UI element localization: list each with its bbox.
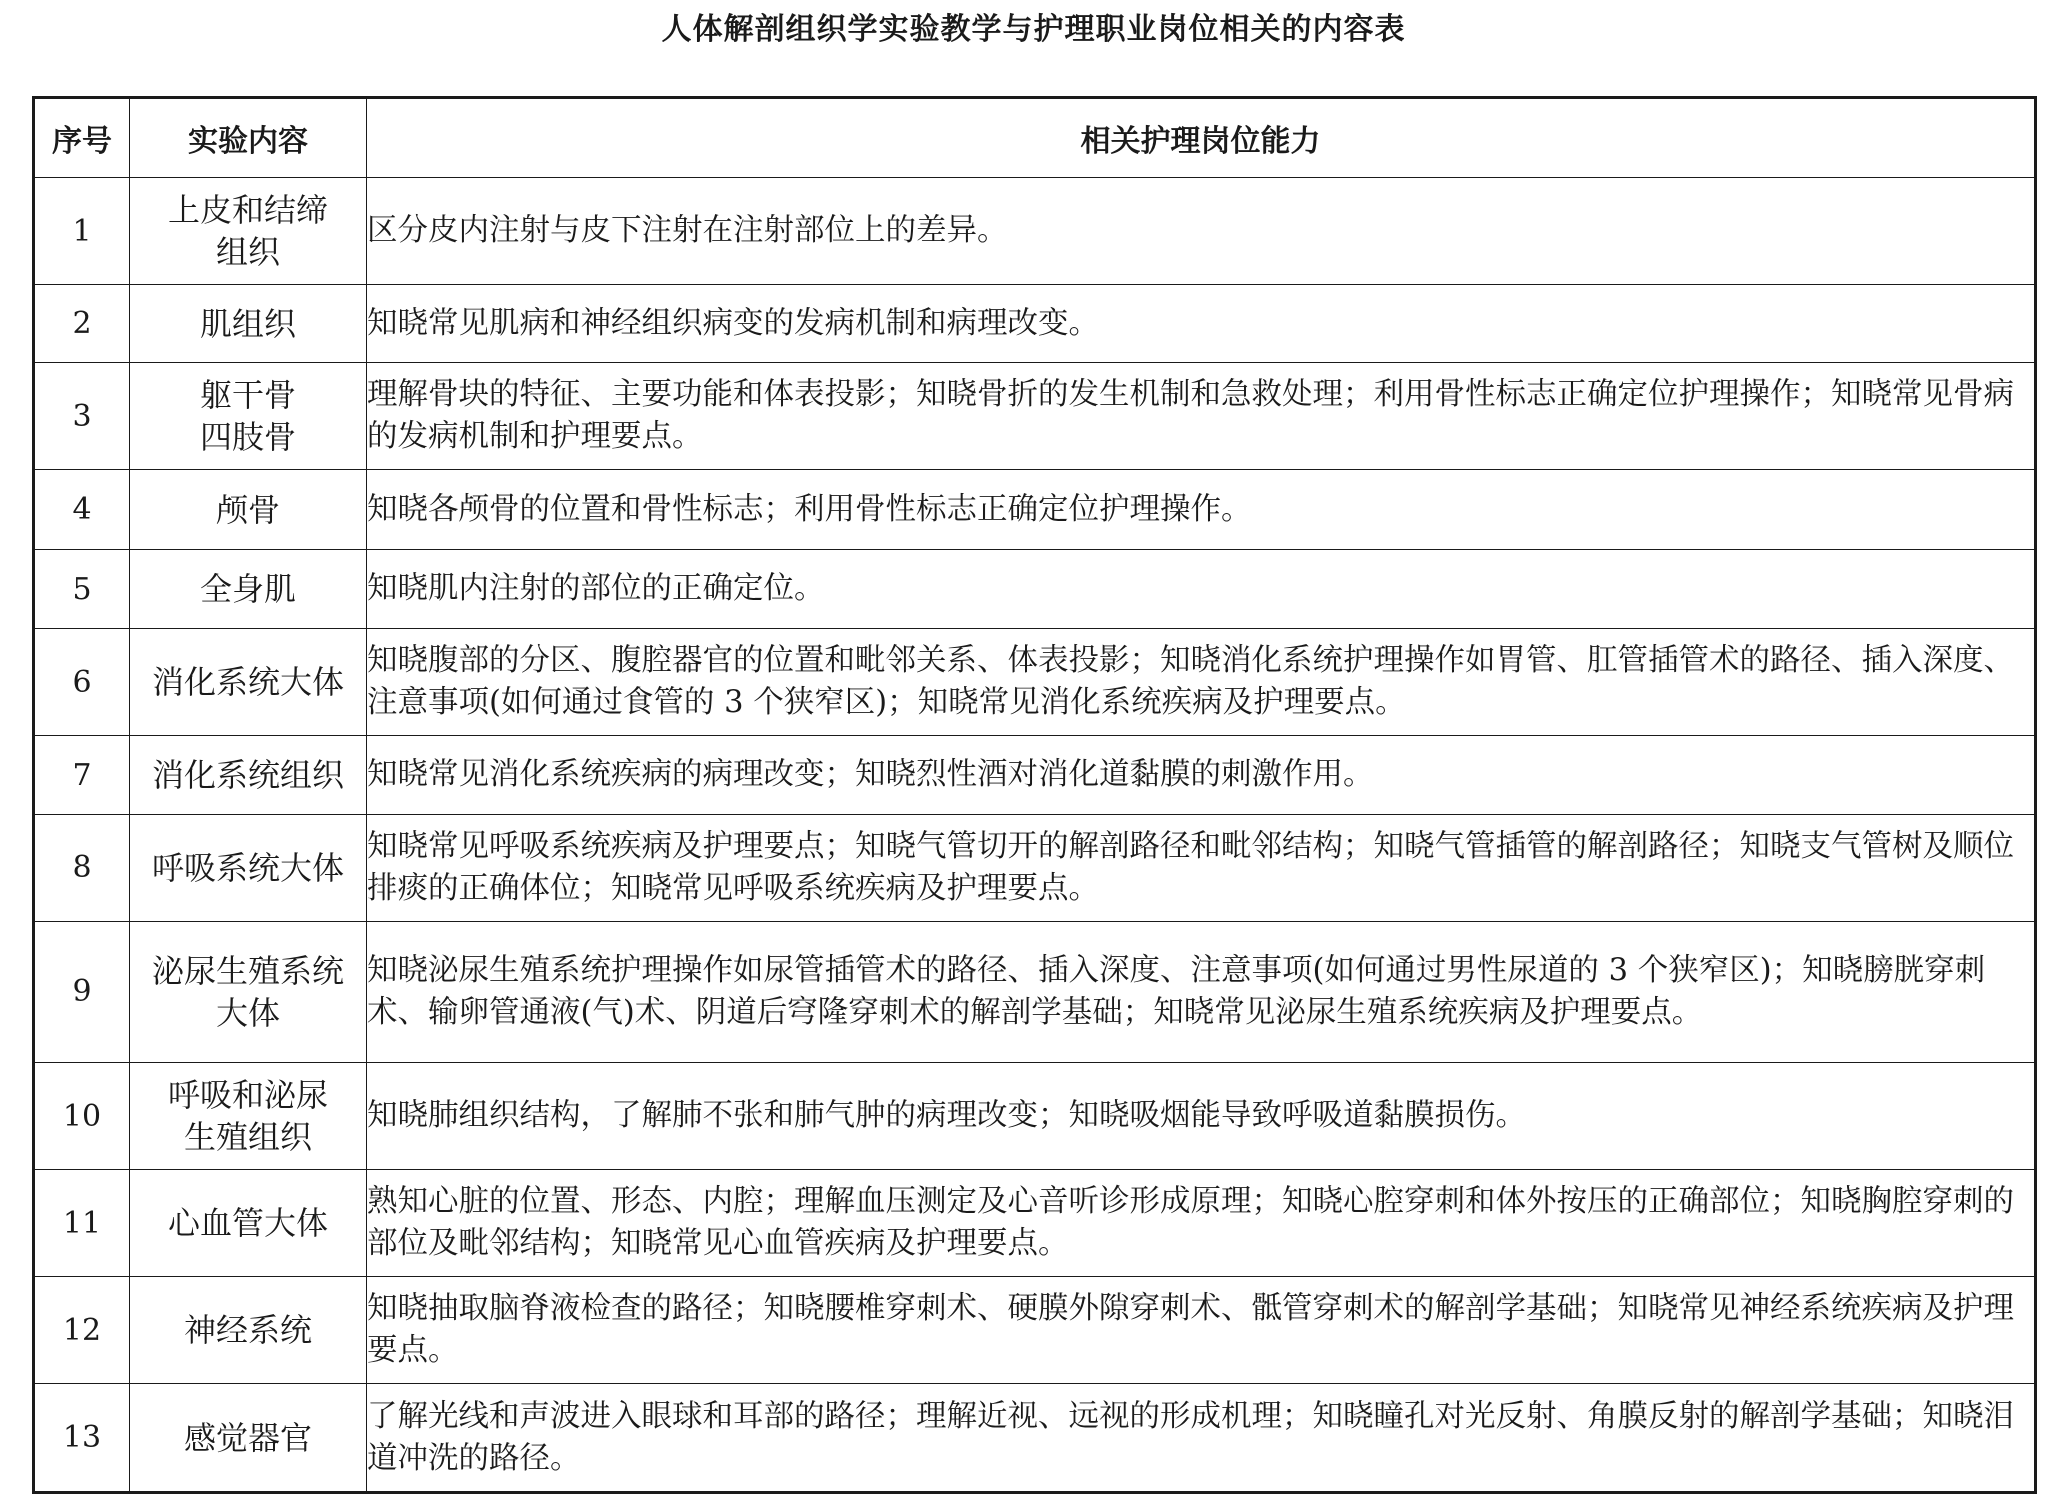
row-experiment [130, 549, 367, 628]
row-experiment [130, 629, 367, 736]
row-index: 3 [34, 363, 130, 470]
row-experiment [130, 1384, 367, 1493]
experiment-line: 消化系统大体 [151, 663, 344, 702]
table-row [34, 363, 2036, 470]
row-ability: 知晓抽取脑脊液检查的路径；知晓腰椎穿刺术、硬膜外隙穿刺术、骶管穿刺术的解剖学基础；知晓常见神经系统疾病及护理要点。 [367, 1277, 2036, 1384]
table-row [34, 736, 2036, 814]
experiment-line: 肌组织 [199, 304, 296, 343]
row-experiment [130, 921, 367, 1062]
row-index: 10 [34, 1062, 130, 1169]
header-ability: 相关护理岗位能力 [367, 98, 2036, 178]
row-ability: 理解骨块的特征、主要功能和体表投影；知晓骨折的发生机制和急救处理；利用骨性标志正确定位护理操作；知晓常见骨病的发病机制和护理要点。 [367, 363, 2036, 470]
table-row [34, 178, 2036, 285]
row-experiment [130, 363, 367, 470]
row-index: 5 [34, 549, 130, 628]
row-index: 13 [34, 1384, 130, 1493]
row-experiment [130, 814, 367, 921]
table-row [34, 814, 2036, 921]
row-experiment [130, 736, 367, 814]
table-row [34, 1170, 2036, 1277]
experiment-line: 呼吸和泌尿 [167, 1076, 328, 1115]
experiment-line: 生殖组织 [183, 1118, 312, 1157]
header-experiment: 实验内容 [130, 98, 367, 178]
row-ability: 了解光线和声波进入眼球和耳部的路径；理解近视、远视的形成机理；知晓瞳孔对光反射、角膜反射的解剖学基础；知晓泪道冲洗的路径。 [367, 1384, 2036, 1493]
experiment-line: 感觉器官 [183, 1418, 312, 1457]
row-index: 6 [34, 629, 130, 736]
table-header-row [34, 98, 2036, 178]
row-ability: 知晓常见消化系统疾病的病理改变；知晓烈性酒对消化道黏膜的刺激作用。 [367, 736, 2036, 814]
experiment-line: 神经系统 [183, 1311, 312, 1350]
row-index: 8 [34, 814, 130, 921]
row-ability: 知晓肌内注射的部位的正确定位。 [367, 549, 2036, 628]
row-ability: 知晓常见肌病和神经组织病变的发病机制和病理改变。 [367, 285, 2036, 363]
row-experiment [130, 1170, 367, 1277]
row-ability: 知晓泌尿生殖系统护理操作如尿管插管术的路径、插入深度、注意事项(如何通过男性尿道的 3 个狭窄区)；知晓膀胱穿刺术、输卵管通液(气)术、阴道后穹隆穿刺术的解剖学基础；知晓常见泌尿生殖系统疾病及护理要点。 [367, 921, 2036, 1062]
experiment-line: 大体 [215, 993, 280, 1032]
row-index: 4 [34, 470, 130, 549]
table-row [34, 549, 2036, 628]
row-experiment [130, 285, 367, 363]
row-ability: 知晓各颅骨的位置和骨性标志；利用骨性标志正确定位护理操作。 [367, 470, 2036, 549]
row-experiment [130, 1062, 367, 1169]
row-experiment [130, 470, 367, 549]
content-table [32, 96, 2037, 1494]
table-row [34, 285, 2036, 363]
row-index: 9 [34, 921, 130, 1062]
row-index: 12 [34, 1277, 130, 1384]
table-row [34, 1277, 2036, 1384]
experiment-line: 组织 [215, 233, 280, 272]
row-experiment [130, 178, 367, 285]
experiment-line: 上皮和结缔 [167, 191, 328, 230]
table-row [34, 1384, 2036, 1493]
experiment-line: 全身肌 [199, 570, 296, 609]
experiment-line: 心血管大体 [167, 1204, 328, 1243]
table-row [34, 629, 2036, 736]
header-index: 序号 [34, 98, 130, 178]
experiment-line: 泌尿生殖系统 [151, 951, 344, 990]
row-index: 2 [34, 285, 130, 363]
row-index: 7 [34, 736, 130, 814]
row-experiment [130, 1277, 367, 1384]
experiment-line: 呼吸系统大体 [151, 848, 344, 887]
experiment-line: 消化系统组织 [151, 756, 344, 795]
row-index: 11 [34, 1170, 130, 1277]
table-row [34, 921, 2036, 1062]
row-ability: 知晓肺组织结构，了解肺不张和肺气肿的病理改变；知晓吸烟能导致呼吸道黏膜损伤。 [367, 1062, 2036, 1169]
row-ability: 区分皮内注射与皮下注射在注射部位上的差异。 [367, 178, 2036, 285]
page-title: 人体解剖组织学实验教学与护理职业岗位相关的内容表 [661, 12, 1406, 47]
row-ability: 知晓腹部的分区、腹腔器官的位置和毗邻关系、体表投影；知晓消化系统护理操作如胃管、肛管插管术的路径、插入深度、注意事项(如何通过食管的 3 个狭窄区)；知晓常见消化系统疾病及护理要点。 [367, 629, 2036, 736]
experiment-line: 颅骨 [215, 490, 280, 529]
row-ability: 熟知心脏的位置、形态、内腔；理解血压测定及心音听诊形成原理；知晓心腔穿刺和体外按压的正确部位；知晓胸腔穿刺的部位及毗邻结构；知晓常见心血管疾病及护理要点。 [367, 1170, 2036, 1277]
row-ability: 知晓常见呼吸系统疾病及护理要点；知晓气管切开的解剖路径和毗邻结构；知晓气管插管的解剖路径；知晓支气管树及顺位排痰的正确体位；知晓常见呼吸系统疾病及护理要点。 [367, 814, 2036, 921]
table-row [34, 470, 2036, 549]
experiment-line: 四肢骨 [199, 418, 296, 457]
experiment-line: 躯干骨 [199, 376, 296, 415]
row-index: 1 [34, 178, 130, 285]
table-row [34, 1062, 2036, 1169]
